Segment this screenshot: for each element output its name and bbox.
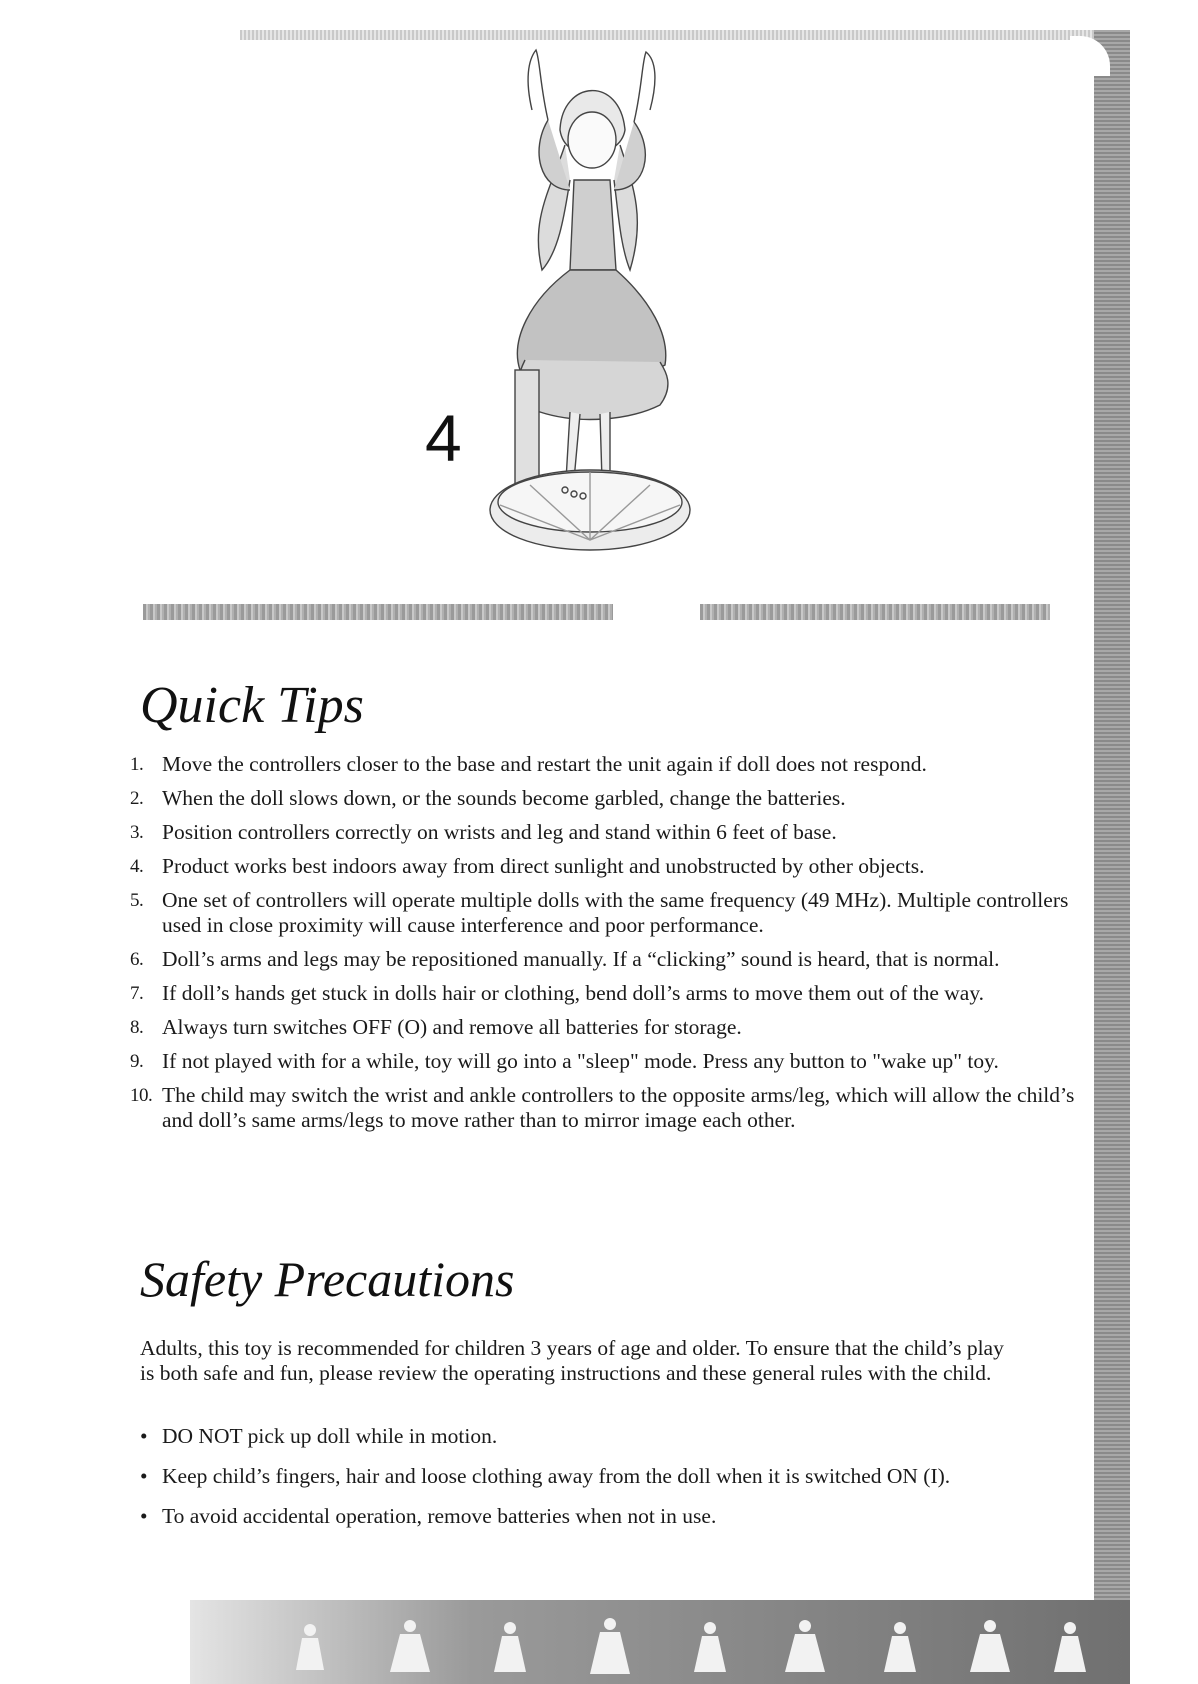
list-item-number: 9. <box>130 1051 144 1072</box>
list-item-text: If doll’s hands get stuck in dolls hair or clothing, bend doll’s arms to move them out of the way. <box>162 981 985 1005</box>
page-frame-top <box>240 30 1130 40</box>
section-divider-left <box>143 604 613 620</box>
list-item <box>130 752 1090 777</box>
dancer-silhouette-icon <box>694 1622 726 1672</box>
list-item-text: Keep child’s fingers, hair and loose clothing away from the doll when it is switched ON (I). <box>162 1464 951 1488</box>
safety-precautions-heading: Safety Precautions <box>140 1251 515 1307</box>
quick-tips-list <box>130 752 1090 1142</box>
list-item-number: 3. <box>130 822 144 843</box>
list-item-number: 8. <box>130 1017 144 1038</box>
page-frame-right <box>1094 30 1130 1670</box>
list-item-text: Always turn switches OFF (O) and remove all batteries for storage. <box>162 1015 742 1039</box>
list-item <box>130 820 1090 845</box>
list-item <box>130 854 1090 879</box>
list-item-text: Move the controllers closer to the base and restart the unit again if doll does not respond. <box>162 752 927 776</box>
list-item <box>130 786 1090 811</box>
list-item-text: When the doll slows down, or the sounds become garbled, change the batteries. <box>162 786 846 810</box>
list-item <box>130 1015 1090 1040</box>
dancer-silhouette-icon <box>970 1620 1010 1672</box>
list-item-text: To avoid accidental operation, remove batteries when not in use. <box>162 1504 717 1528</box>
dancer-silhouette-icon <box>296 1624 324 1670</box>
safety-bullet-list <box>140 1424 1080 1544</box>
list-item <box>130 1049 1090 1074</box>
bullet-icon: • <box>140 1424 148 1448</box>
bullet-icon: • <box>140 1464 148 1488</box>
list-item-text: DO NOT pick up doll while in motion. <box>162 1424 498 1448</box>
list-item-text: Doll’s arms and legs may be repositioned manually. If a “clicking” sound is heard, that is normal. <box>162 947 1000 971</box>
list-item <box>140 1504 1080 1529</box>
safety-intro-paragraph: Adults, this toy is recommended for children 3 years of age and older. To ensure that the child’s play is both safe and fun, please review the operating instructions and these general rules with the child. <box>140 1336 1004 1385</box>
list-item <box>140 1464 1080 1489</box>
dancer-silhouette-icon <box>590 1618 630 1674</box>
list-item-number: 7. <box>130 983 144 1004</box>
dancer-silhouette-icon <box>785 1620 825 1672</box>
list-item-text: The child may switch the wrist and ankle controllers to the opposite arms/leg, which will allow the child’s and doll’s same arms/legs to move rather than to mirror image each other. <box>162 1083 1075 1132</box>
list-item <box>130 1083 1090 1133</box>
list-item-number: 5. <box>130 890 144 911</box>
list-item-number: 6. <box>130 949 144 970</box>
page-number: 4 <box>425 401 462 475</box>
list-item-number: 4. <box>130 856 144 877</box>
list-item-number: 10. <box>130 1085 153 1106</box>
dancer-silhouette-icon <box>884 1622 916 1672</box>
list-item <box>140 1424 1080 1449</box>
footer-dancers-banner <box>190 1600 1130 1684</box>
list-item-number: 2. <box>130 788 144 809</box>
list-item <box>130 947 1090 972</box>
list-item-number: 1. <box>130 754 144 775</box>
list-item <box>130 888 1090 938</box>
dancer-silhouette-icon <box>390 1620 430 1672</box>
doll-illustration <box>470 40 720 600</box>
dancer-silhouette-icon <box>494 1622 526 1672</box>
dancer-silhouette-icon <box>1054 1622 1086 1672</box>
list-item-text: One set of controllers will operate multiple dolls with the same frequency (49 MHz). Multiple controllers used in close proximity will cause interference and poor performance. <box>162 888 1069 937</box>
quick-tips-heading: Quick Tips <box>140 677 364 734</box>
section-divider-right <box>700 604 1050 620</box>
bullet-icon: • <box>140 1504 148 1528</box>
list-item <box>130 981 1090 1006</box>
list-item-text: Position controllers correctly on wrists and leg and stand within 6 feet of base. <box>162 820 837 844</box>
list-item-text: If not played with for a while, toy will go into a "sleep" mode. Press any button to "wake up" toy. <box>162 1049 999 1073</box>
list-item-text: Product works best indoors away from direct sunlight and unobstructed by other objects. <box>162 854 925 878</box>
